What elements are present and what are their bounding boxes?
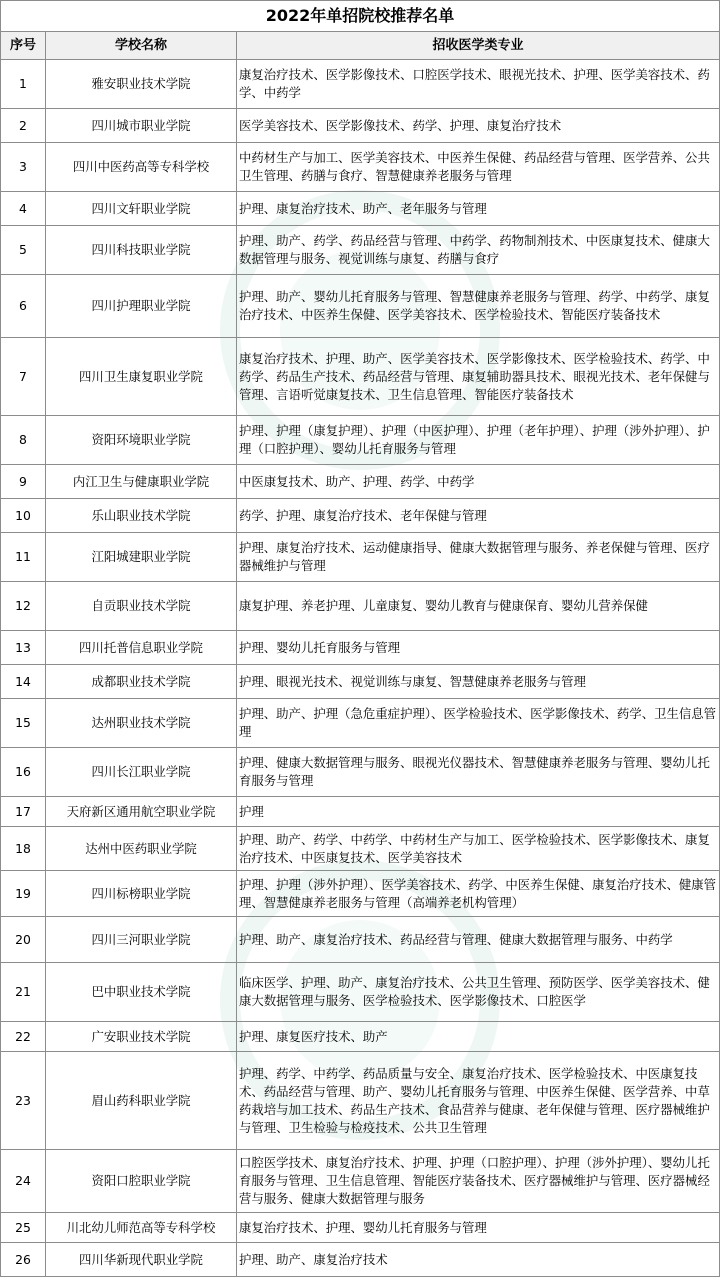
- table-row: [1, 797, 720, 827]
- header-serial: 序号: [1, 32, 46, 60]
- row-majors: 护理、助产、护理（急危重症护理）、医学检验技术、医学影像技术、药学、卫生信息管理: [237, 699, 720, 748]
- row-serial: 18: [1, 827, 46, 871]
- table-row: [1, 1150, 720, 1213]
- table-row: [1, 1022, 720, 1052]
- table-row: [1, 416, 720, 465]
- row-serial: 24: [1, 1150, 46, 1213]
- table-row: [1, 827, 720, 871]
- row-school-name: 达州中医药职业学院: [46, 827, 237, 871]
- row-serial: 1: [1, 60, 46, 109]
- row-majors: 护理、眼视光技术、视觉训练与康复、智慧健康养老服务与管理: [237, 665, 720, 699]
- row-school-name: 四川文轩职业学院: [46, 192, 237, 226]
- row-majors: 康复治疗技术、医学影像技术、口腔医学技术、眼视光技术、护理、医学美容技术、药学、中药学: [237, 60, 720, 109]
- table-row: [1, 699, 720, 748]
- row-majors: 护理、助产、康复治疗技术、药品经营与管理、健康大数据管理与服务、中药学: [237, 917, 720, 963]
- row-school-name: 四川标榜职业学院: [46, 871, 237, 917]
- row-serial: 10: [1, 499, 46, 533]
- row-serial: 22: [1, 1022, 46, 1052]
- row-serial: 15: [1, 699, 46, 748]
- row-school-name: 四川卫生康复职业学院: [46, 338, 237, 416]
- row-majors: 护理、药学、中药学、药品质量与安全、康复治疗技术、医学检验技术、中医康复技术、药品经营与管理、助产、婴幼儿托育服务与管理、中医养生保健、医学营养、中草药栽培与加工技术、药品生产技术、食品营养与健康、老年保健与管理、医疗器械维护与管理、卫生检验与检疫技术、公共卫生管理: [237, 1052, 720, 1150]
- row-school-name: 四川托普信息职业学院: [46, 631, 237, 665]
- row-majors: 护理、助产、婴幼儿托育服务与管理、智慧健康养老服务与管理、药学、中药学、康复治疗技术、中医养生保健、医学美容技术、医学检验技术、智能医疗装备技术: [237, 275, 720, 338]
- table-row: [1, 1052, 720, 1150]
- row-majors: 护理: [237, 797, 720, 827]
- table-row: [1, 917, 720, 963]
- row-majors: 护理、康复治疗技术、助产、老年服务与管理: [237, 192, 720, 226]
- row-serial: 11: [1, 533, 46, 582]
- row-serial: 14: [1, 665, 46, 699]
- row-serial: 19: [1, 871, 46, 917]
- row-school-name: 四川华新现代职业学院: [46, 1243, 237, 1277]
- row-majors: 护理、健康大数据管理与服务、眼视光仪器技术、智慧健康养老服务与管理、婴幼儿托育服务与管理: [237, 748, 720, 797]
- row-school-name: 江阳城建职业学院: [46, 533, 237, 582]
- row-serial: 3: [1, 143, 46, 192]
- table-row: [1, 963, 720, 1022]
- table-row: [1, 871, 720, 917]
- table-row: [1, 665, 720, 699]
- table-row: [1, 60, 720, 109]
- row-majors: 护理、婴幼儿托育服务与管理: [237, 631, 720, 665]
- table-row: [1, 338, 720, 416]
- row-serial: 8: [1, 416, 46, 465]
- row-serial: 25: [1, 1213, 46, 1243]
- row-majors: 口腔医学技术、康复治疗技术、护理、护理（口腔护理）、护理（涉外护理）、婴幼儿托育服务与管理、卫生信息管理、智能医疗装备技术、医疗器械维护与管理、医疗器械经营与服务、健康大数据管理与服务: [237, 1150, 720, 1213]
- table-row: [1, 1243, 720, 1277]
- table-row: [1, 582, 720, 631]
- row-serial: 13: [1, 631, 46, 665]
- row-serial: 16: [1, 748, 46, 797]
- row-majors: 医学美容技术、医学影像技术、药学、护理、康复治疗技术: [237, 109, 720, 143]
- row-serial: 4: [1, 192, 46, 226]
- row-majors: 中医康复技术、助产、护理、药学、中药学: [237, 465, 720, 499]
- row-school-name: 资阳口腔职业学院: [46, 1150, 237, 1213]
- row-majors: 康复治疗技术、护理、婴幼儿托育服务与管理: [237, 1213, 720, 1243]
- row-school-name: 内江卫生与健康职业学院: [46, 465, 237, 499]
- table-row: [1, 143, 720, 192]
- row-majors: 护理、康复医疗技术、助产: [237, 1022, 720, 1052]
- row-school-name: 广安职业技术学院: [46, 1022, 237, 1052]
- table-row: [1, 275, 720, 338]
- row-school-name: 巴中职业技术学院: [46, 963, 237, 1022]
- row-school-name: 自贡职业技术学院: [46, 582, 237, 631]
- row-majors: 临床医学、护理、助产、康复治疗技术、公共卫生管理、预防医学、医学美容技术、健康大数据管理与服务、医学检验技术、医学影像技术、口腔医学: [237, 963, 720, 1022]
- row-serial: 17: [1, 797, 46, 827]
- row-school-name: 四川中医药高等专科学校: [46, 143, 237, 192]
- row-majors: 护理、护理（康复护理）、护理（中医护理）、护理（老年护理）、护理（涉外护理）、护理（口腔护理）、婴幼儿托育服务与管理: [237, 416, 720, 465]
- row-school-name: 雅安职业技术学院: [46, 60, 237, 109]
- table-row: [1, 533, 720, 582]
- table-row: [1, 465, 720, 499]
- row-serial: 2: [1, 109, 46, 143]
- row-serial: 26: [1, 1243, 46, 1277]
- row-majors: 护理、康复治疗技术、运动健康指导、健康大数据管理与服务、养老保健与管理、医疗器械维护与管理: [237, 533, 720, 582]
- table-row: [1, 748, 720, 797]
- row-school-name: 资阳环境职业学院: [46, 416, 237, 465]
- row-majors: 护理、护理（涉外护理）、医学美容技术、药学、中医养生保健、康复治疗技术、健康管理、智慧健康养老服务与管理（高端养老机构管理）: [237, 871, 720, 917]
- row-school-name: 乐山职业技术学院: [46, 499, 237, 533]
- row-majors: 护理、助产、药学、中药学、中药材生产与加工、医学检验技术、医学影像技术、康复治疗技术、中医康复技术、医学美容技术: [237, 827, 720, 871]
- table-row: [1, 1213, 720, 1243]
- row-school-name: 川北幼儿师范高等专科学校: [46, 1213, 237, 1243]
- row-serial: 12: [1, 582, 46, 631]
- row-majors: 中药材生产与加工、医学美容技术、中医养生保健、药品经营与管理、医学营养、公共卫生管理、药膳与食疗、智慧健康养老服务与管理: [237, 143, 720, 192]
- table-row: [1, 226, 720, 275]
- row-majors: 康复护理、养老护理、儿童康复、婴幼儿教育与健康保育、婴幼儿营养保健: [237, 582, 720, 631]
- row-school-name: 四川科技职业学院: [46, 226, 237, 275]
- row-school-name: 天府新区通用航空职业学院: [46, 797, 237, 827]
- table-title: 2022年单招院校推荐名单: [1, 1, 720, 32]
- row-school-name: 四川长江职业学院: [46, 748, 237, 797]
- row-school-name: 眉山药科职业学院: [46, 1052, 237, 1150]
- row-school-name: 四川城市职业学院: [46, 109, 237, 143]
- row-majors: 康复治疗技术、护理、助产、医学美容技术、医学影像技术、医学检验技术、药学、中药学、药品生产技术、药品经营与管理、康复辅助器具技术、眼视光技术、老年保健与管理、言语听觉康复技术、卫生信息管理、智能医疗装备技术: [237, 338, 720, 416]
- row-school-name: 四川护理职业学院: [46, 275, 237, 338]
- row-majors: 护理、助产、康复治疗技术: [237, 1243, 720, 1277]
- row-school-name: 四川三河职业学院: [46, 917, 237, 963]
- row-serial: 5: [1, 226, 46, 275]
- row-serial: 7: [1, 338, 46, 416]
- row-majors: 护理、助产、药学、药品经营与管理、中药学、药物制剂技术、中医康复技术、健康大数据管理与服务、视觉训练与康复、药膳与食疗: [237, 226, 720, 275]
- row-serial: 9: [1, 465, 46, 499]
- row-majors: 药学、护理、康复治疗技术、老年保健与管理: [237, 499, 720, 533]
- header-majors: 招收医学类专业: [237, 32, 720, 60]
- table-row: [1, 109, 720, 143]
- row-serial: 21: [1, 963, 46, 1022]
- row-serial: 23: [1, 1052, 46, 1150]
- table-row: [1, 499, 720, 533]
- header-school: 学校名称: [46, 32, 237, 60]
- row-serial: 20: [1, 917, 46, 963]
- row-serial: 6: [1, 275, 46, 338]
- table-row: [1, 192, 720, 226]
- row-school-name: 达州职业技术学院: [46, 699, 237, 748]
- row-school-name: 成都职业技术学院: [46, 665, 237, 699]
- table-row: [1, 631, 720, 665]
